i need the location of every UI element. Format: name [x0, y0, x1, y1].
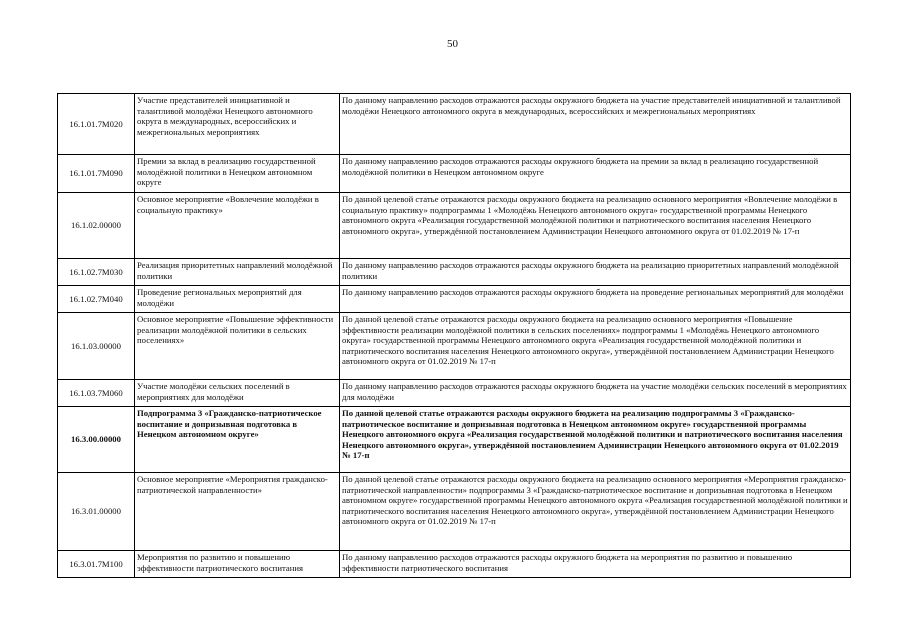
- row-code: 16.1.01.7М090: [58, 155, 135, 193]
- table-row: [58, 473, 851, 551]
- row-name: Реализация приоритетных направлений молодёжной политики: [135, 259, 340, 286]
- table-row: [58, 94, 851, 155]
- row-code: 16.3.00.00000: [58, 407, 135, 473]
- row-name: Премии за вклад в реализацию государственной молодёжной политики в Ненецком автономном округе: [135, 155, 340, 193]
- row-name: Подпрограмма 3 «Гражданско-патриотическое воспитание и допризывная подготовка в Ненецком автономном округе»: [135, 407, 340, 473]
- row-description: По данному направлению расходов отражаются расходы окружного бюджета на премии за вклад в реализацию государственной молодёжной политики в Ненецком автономном округе: [340, 155, 851, 193]
- table-row: [58, 286, 851, 313]
- row-name: Основное мероприятие «Мероприятия гражданско-патриотической направленности»: [135, 473, 340, 551]
- row-code: 16.1.02.7М040: [58, 286, 135, 313]
- budget-classification-table: [57, 93, 851, 578]
- row-description: По данному направлению расходов отражаются расходы окружного бюджета на участие молодёжи сельских поселений в мероприятиях для молодёжи: [340, 380, 851, 407]
- row-code: 16.1.03.00000: [58, 313, 135, 380]
- row-description: По данной целевой статье отражаются расходы окружного бюджета на реализацию подпрограммы 3 «Гражданско-патриотическое воспитание и допризывная подготовка в Ненецком автономном округе» государственной программы Ненецкого автономного округа «Реализация государственной молодёжной политики и патриотического воспитания населения Ненецкого автономного округа», утверждённой постановлением Администрации Ненецкого автономного округа от 01.02.2019 № 17-п: [340, 407, 851, 473]
- row-name: Основное мероприятие «Вовлечение молодёжи в социальную практику»: [135, 193, 340, 259]
- row-code: 16.1.02.00000: [58, 193, 135, 259]
- row-code: 16.3.01.7М100: [58, 551, 135, 578]
- table-row: [58, 193, 851, 259]
- table-row: [58, 155, 851, 193]
- row-name: Участие представителей инициативной и талантливой молодёжи Ненецкого автономного округа в международных, всероссийских и межрегиональных мероприятиях: [135, 94, 340, 155]
- table-row: [58, 380, 851, 407]
- row-description: По данному направлению расходов отражаются расходы окружного бюджета на проведение региональных мероприятий для молодёжи: [340, 286, 851, 313]
- table-row: [58, 313, 851, 380]
- row-description: По данному направлению расходов отражаются расходы окружного бюджета на реализацию приоритетных направлений молодёжной политики: [340, 259, 851, 286]
- row-code: 16.1.03.7М060: [58, 380, 135, 407]
- row-name: Проведение региональных мероприятий для молодёжи: [135, 286, 340, 313]
- page-number: 50: [447, 38, 458, 50]
- table-row: [58, 407, 851, 473]
- row-code: 16.1.01.7М020: [58, 94, 135, 155]
- row-name: Мероприятия по развитию и повышению эффективности патриотического воспитания: [135, 551, 340, 578]
- row-name: Основное мероприятие «Повышение эффективности реализации молодёжной политики в сельских поселениях»: [135, 313, 340, 380]
- table-row: [58, 259, 851, 286]
- row-description: По данной целевой статье отражаются расходы окружного бюджета на реализацию основного мероприятия «Вовлечение молодёжи в социальную практику» подпрограммы 1 «Молодёжь Ненецкого автономного округа» государственной программы Ненецкого автономного округа «Реализация государственной молодёжной политики и патриотического воспитания населения Ненецкого автономного округа», утверждённой постановлением Администрации Ненецкого автономного округа от 01.02.2019 № 17-п: [340, 193, 851, 259]
- row-code: 16.3.01.00000: [58, 473, 135, 551]
- table-row: [58, 551, 851, 578]
- row-name: Участие молодёжи сельских поселений в мероприятиях для молодёжи: [135, 380, 340, 407]
- row-description: По данному направлению расходов отражаются расходы окружного бюджета на участие представителей инициативной и талантливой молодёжи Ненецкого автономного округа в международных, всероссийских и межрегиональных мероприятиях: [340, 94, 851, 155]
- row-description: По данной целевой статье отражаются расходы окружного бюджета на реализацию основного мероприятия «Мероприятия гражданско-патриотической направленности» подпрограммы 3 «Гражданско-патриотическое воспитание и допризывная подготовка в Ненецком автономном округе» государственной программы Ненецкого автономного округа «Реализация государственной молодёжной политики и патриотического воспитания населения Ненецкого автономного округа», утверждённой постановлением Администрации Ненецкого автономного округа от 01.02.2019 № 17-п: [340, 473, 851, 551]
- row-description: По данной целевой статье отражаются расходы окружного бюджета на реализацию основного мероприятия «Повышение эффективности реализации молодёжной политики в сельских поселениях» подпрограммы 1 «Молодёжь Ненецкого автономного округа» государственной программы Ненецкого автономного округа «Реализация государственной молодёжной политики и патриотического воспитания населения Ненецкого автономного округа», утверждённой постановлением Администрации Ненецкого автономного округа от 01.02.2019 № 17-п: [340, 313, 851, 380]
- row-description: По данному направлению расходов отражаются расходы окружного бюджета на мероприятия по развитию и повышению эффективности патриотического воспитания: [340, 551, 851, 578]
- row-code: 16.1.02.7М030: [58, 259, 135, 286]
